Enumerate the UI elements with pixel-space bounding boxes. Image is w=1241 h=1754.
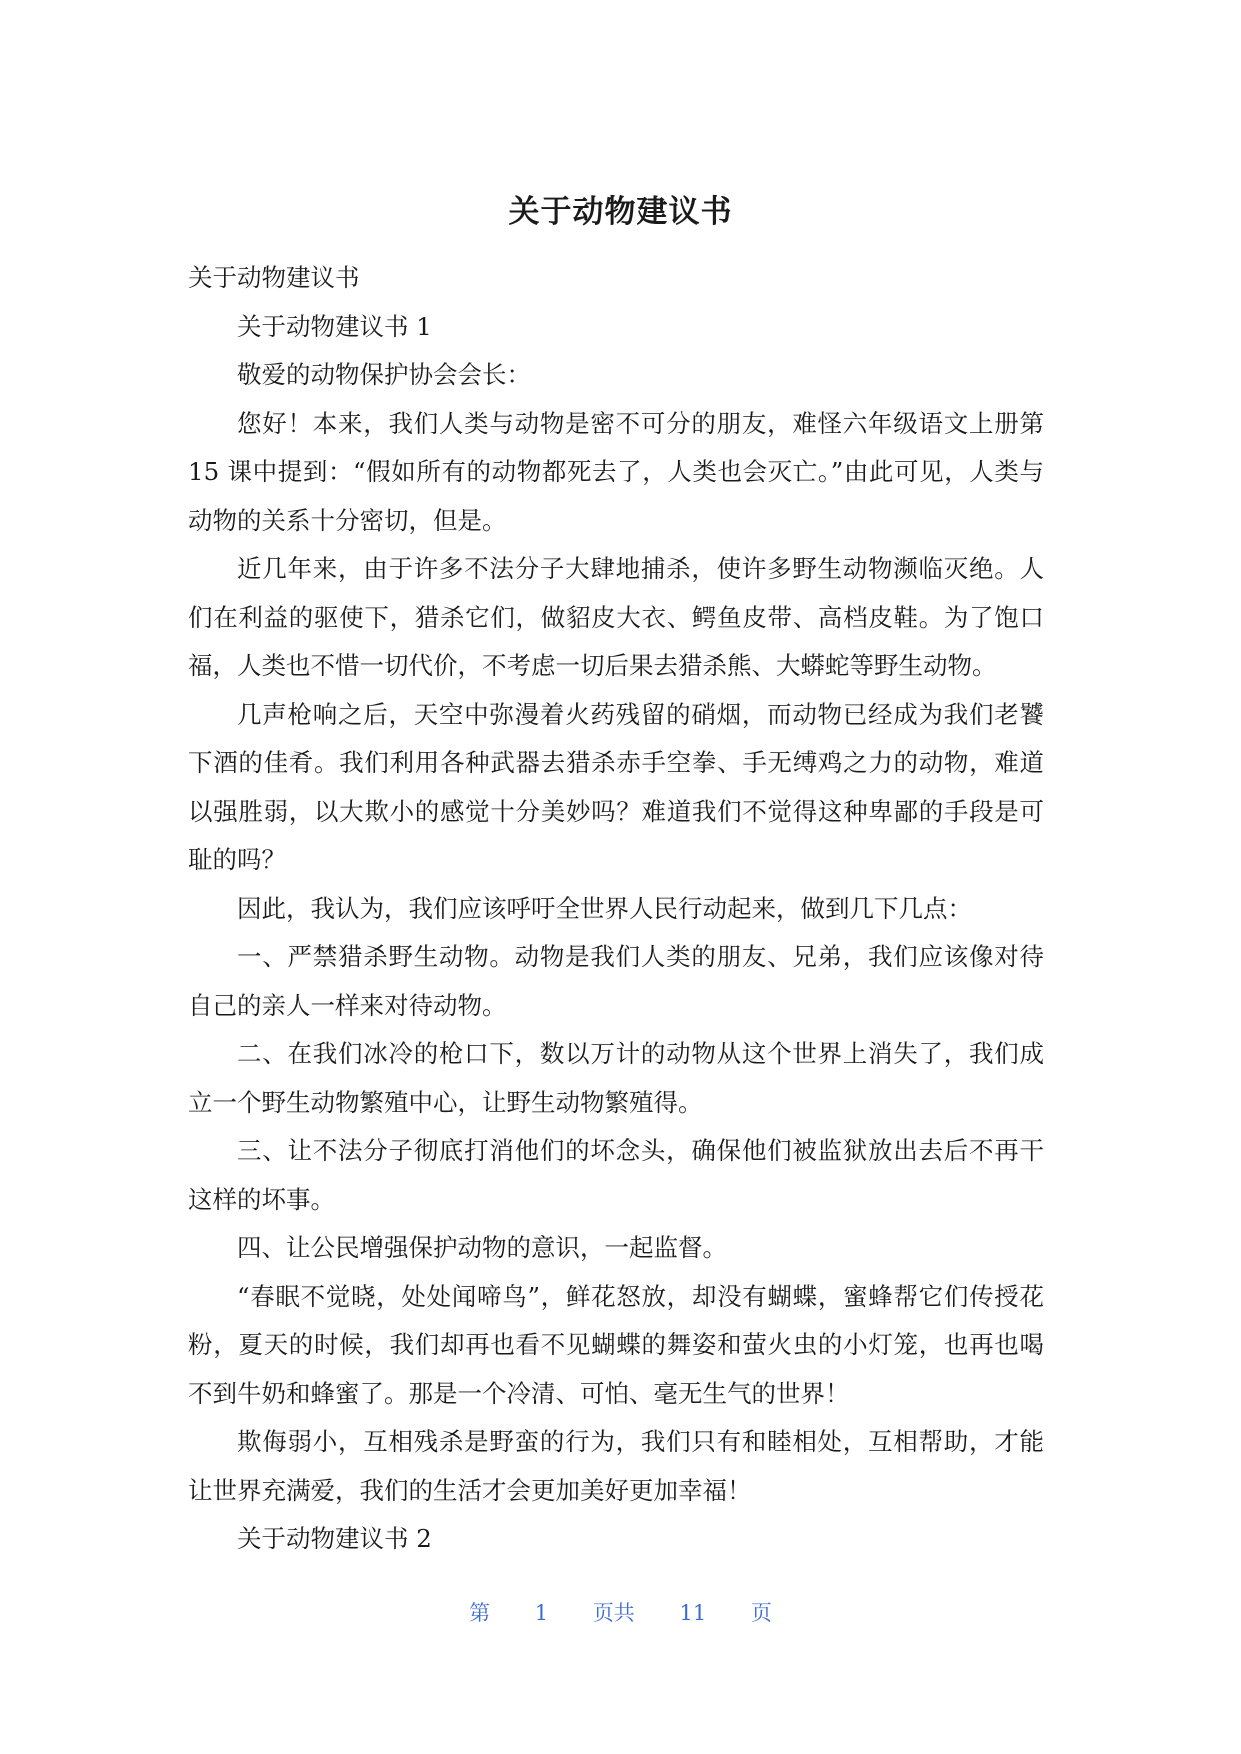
paragraph: 关于动物建议书 — [188, 263, 360, 292]
total-pages-number: 11 — [679, 1601, 707, 1625]
section-heading: 关于动物建议书 2 — [237, 1524, 432, 1553]
list-item: 二、在我们冰冷的枪口下，数以万计的动物从这个世界上消失了，我们成立一个野生动物繁殖中心，让野生动物繁殖得。 — [188, 1039, 1044, 1117]
current-page-number: 1 — [534, 1601, 549, 1625]
page-of-label: 页共 — [592, 1601, 635, 1625]
paragraph: 欺侮弱小，互相残杀是野蛮的行为，我们只有和睦相处，互相帮助，才能让世界充满爱，我们的生活才会更加美好更加幸福！ — [188, 1427, 1044, 1505]
paragraph: 几声枪响之后，天空中弥漫着火药残留的硝烟，而动物已经成为我们老饕下酒的佳肴。我们利用各种武器去猎杀赤手空拳、手无缚鸡之力的动物，难道以强胜弱，以大欺小的感觉十分美妙吗？难道我们不觉得这种卑鄙的手段是可耻的吗？ — [188, 699, 1044, 874]
section-heading: 关于动物建议书 1 — [237, 311, 432, 341]
list-item: 一、严禁猎杀野生动物。动物是我们人类的朋友、兄弟，我们应该像对待自己的亲人一样来对待动物。 — [188, 942, 1044, 1020]
list-item: 四、让公民增强保护动物的意识，一起监督。 — [237, 1233, 727, 1262]
paragraph: 您好！本来，我们人类与动物是密不可分的朋友，难怪六年级语文上册第 15 课中提到：“假如所有的动物都死去了，人类也会灭亡。”由此可见，人类与动物的关系十分密切，但是。 — [188, 408, 1044, 535]
document-title: 关于动物建议书 — [508, 194, 733, 230]
paragraph: “春眠不觉晓，处处闻啼鸟”，鲜花怒放，却没有蝴蝶，蜜蜂帮它们传授花粉，夏天的时候，我们却再也看不见蝴蝶的舞姿和萤火虫的小灯笼，也再也喝不到牛奶和蜂蜜了。那是一个冷清、可怕、毫无生气的世界！ — [188, 1281, 1044, 1408]
document-body — [188, 254, 1044, 1564]
paragraph: 因此，我认为，我们应该呼吁全世界人民行动起来，做到几下几点： — [237, 893, 972, 923]
paragraph: 近几年来，由于许多不法分子大肆地捕杀，使许多野生动物濒临灭绝。人们在利益的驱使下，猎杀它们，做貂皮大衣、鳄鱼皮带、高档皮鞋。为了饱口福，人类也不惜一切代价，不考虑一切后果去猎杀熊、大蟒蛇等野生动物。 — [188, 554, 1044, 680]
page-footer — [0, 1597, 1241, 1627]
list-item: 三、让不法分子彻底打消他们的坏念头，确保他们被监狱放出去后不再干这样的坏事。 — [188, 1136, 1044, 1214]
salutation: 敬爱的动物保护协会会长： — [237, 360, 531, 389]
page-label: 第 — [469, 1601, 491, 1625]
page-end-label: 页 — [750, 1601, 772, 1625]
